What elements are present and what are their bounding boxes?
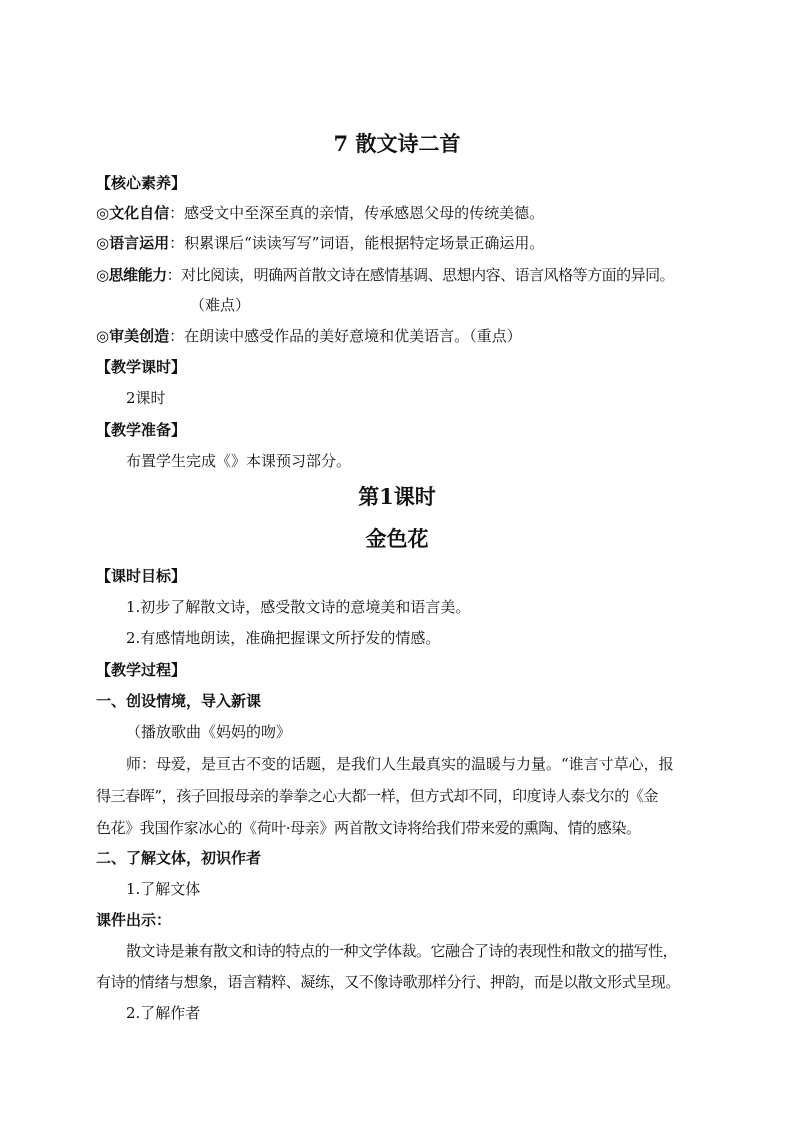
lesson-subtitle: 金色花	[365, 526, 429, 551]
core-item-label: ◎审美创造	[96, 327, 170, 345]
core-item-text: ：积累课后“读读写写”词语，能根据特定场景正确运用。	[169, 234, 545, 252]
core-item-text: ：对比阅读，明确两首散文诗在感情基调、思想内容、语言风格等方面的异同。	[166, 266, 675, 284]
core-item-text: ：在朗读中感受作品的美好意境和优美语言。（重点）	[169, 327, 522, 345]
hours-heading: 【教学课时】	[96, 358, 187, 376]
core-item	[96, 233, 734, 253]
core-item	[96, 326, 734, 346]
paragraph-line: 散文诗是兼有散文和诗的特点的一种文学体裁。它融合了诗的表现性和散文的描写性，	[126, 942, 678, 960]
section-2-sub: 2.了解作者	[126, 1004, 201, 1022]
goal-item: 2.有感情地朗读，准确把握课文所抒发的情感。	[126, 629, 441, 647]
core-heading: 【核心素养】	[96, 174, 187, 192]
prep-text: 布置学生完成《》本课预习部分。	[126, 452, 352, 470]
core-item-text: ：感受文中至深至真的亲情，传承感恩父母的传统美德。	[169, 204, 545, 222]
goals-heading: 【课时目标】	[96, 567, 187, 585]
section-2-sub: 1.了解文体	[126, 880, 201, 898]
paragraph-line: 有诗的情绪与想象，语言精粹、凝练，又不像诗歌那样分行、押韵，而是以散文形式呈现。	[96, 973, 681, 991]
core-item-continuation: （难点）	[190, 296, 251, 314]
paragraph-line: 得三春晖”，孩子回报母亲的拳拳之心大都一样，但方式却不同，印度诗人泰戈尔的《金	[96, 787, 659, 805]
document-title: 7 散文诗二首	[333, 131, 461, 156]
courseware-label: 课件出示：	[96, 911, 172, 929]
goal-item: 1.初步了解散文诗，感受散文诗的意境美和语言美。	[126, 598, 471, 616]
section-2-title: 二、了解文体，初识作者	[96, 849, 262, 867]
lesson-title: 第1课时	[358, 484, 436, 509]
core-item-label: ◎文化自信	[96, 204, 170, 222]
section-1-note: （播放歌曲《妈妈的吻》	[126, 723, 292, 741]
core-item	[96, 203, 734, 223]
core-item-label: ◎思维能力	[96, 266, 167, 284]
prep-heading: 【教学准备】	[96, 421, 187, 439]
paragraph-line: 色花》我国作家冰心的《荷叶·母亲》两首散文诗将给我们带来爱的熏陶、情的感染。	[96, 819, 641, 837]
hours-text: 2课时	[126, 389, 166, 407]
core-item	[96, 265, 734, 285]
paragraph-line: 师：母爱，是亘古不变的话题，是我们人生最真实的温暖与力量。“谁言寸草心，报	[126, 755, 674, 773]
core-item-label: ◎语言运用	[96, 234, 170, 252]
process-heading: 【教学过程】	[96, 661, 187, 679]
section-1-title: 一、创设情境，导入新课	[96, 692, 262, 710]
